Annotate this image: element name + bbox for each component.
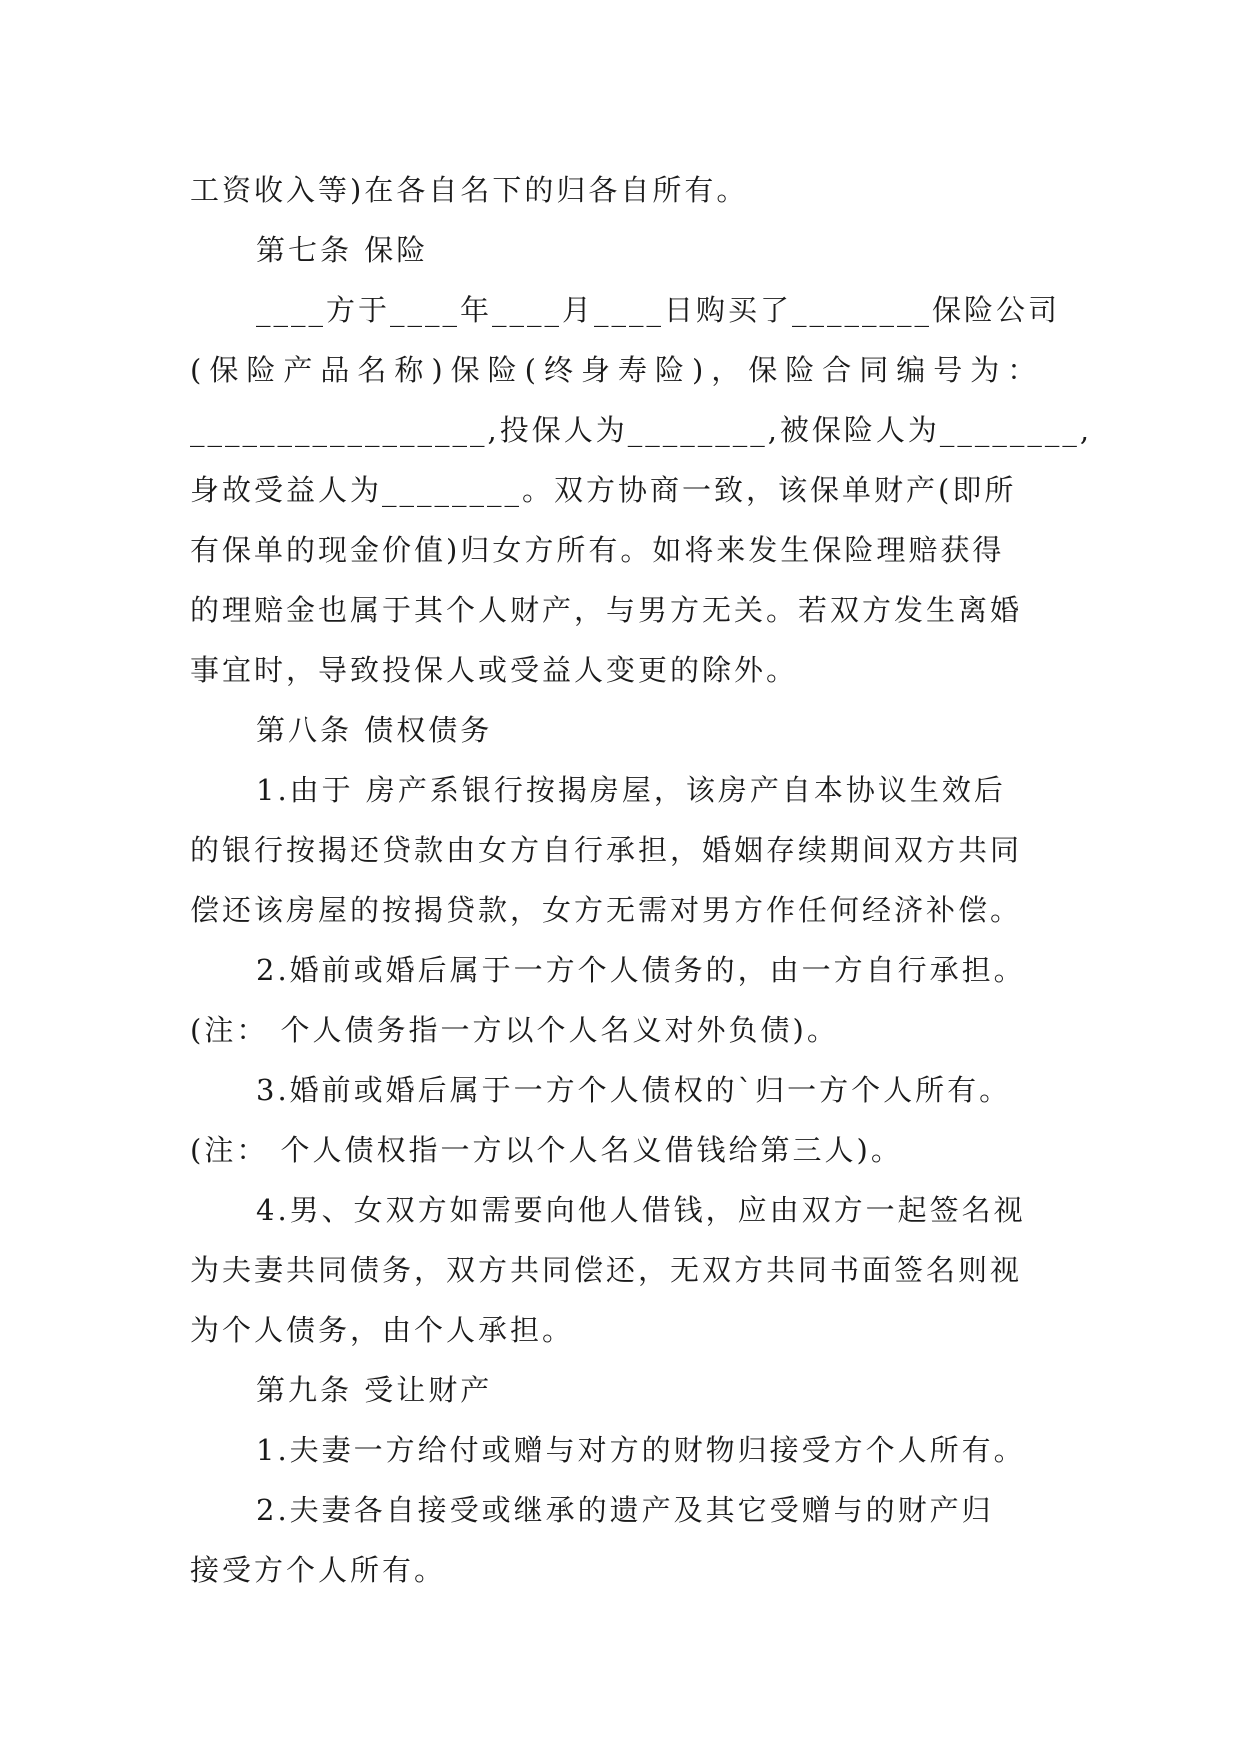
text-line: (注： 个人债务指一方以个人名义对外负债)。 [190,1013,839,1047]
text-line: 的银行按揭还贷款由女方自行承担，婚姻存续期间双方共同 [190,833,1023,867]
text-line: (注： 个人债权指一方以个人名义借钱给第三人)。 [190,1133,903,1167]
text-line: 3.婚前或婚后属于一方个人债权的`归一方个人所有。 [256,1073,1012,1107]
text-line: ____方于____年____月____日购买了________保险公司 [256,293,1061,327]
text-line: 身故受益人为________。双方协商一致，该保单财产(即所 [190,473,1017,507]
text-line: 为夫妻共同债务，双方共同偿还，无双方共同书面签名则视 [190,1253,1023,1287]
text-line: _________________,投保人为________,被保险人为________, [190,413,1093,447]
text-line: 4.男、女双方如需要向他人借钱，应由双方一起签名视 [256,1193,1026,1227]
text-line: 工资收入等)在各自名下的归各自所有。 [190,173,749,207]
text-line: 事宜时，导致投保人或受益人变更的除外。 [190,653,799,687]
text-line: 接受方个人所有。 [190,1553,447,1587]
document-body [190,160,1093,1600]
text-line: 1.由于 房产系银行按揭房屋，该房产自本协议生效后 [256,773,1006,807]
text-line: 偿还该房屋的按揭贷款，女方无需对男方作任何经济补偿。 [190,893,1023,927]
text-line: 的理赔金也属于其个人财产，与男方无关。若双方发生离婚 [190,593,1023,627]
text-line: 2.夫妻各自接受或继承的遗产及其它受赠与的财产归 [256,1493,994,1527]
article-heading: 第七条 保险 [256,233,429,267]
text-line: 有保单的现金价值)归女方所有。如将来发生保险理赔获得 [190,533,1005,567]
text-line: 1.夫妻一方给付或赠与对方的财物归接受方个人所有。 [256,1433,1026,1467]
text-line: (保险产品名称)保险(终身寿险)，保险合同编号为： [190,353,1045,387]
text-line: 2.婚前或婚后属于一方个人债务的，由一方自行承担。 [256,953,1026,987]
article-heading: 第八条 债权债务 [256,713,493,747]
text-line: 为个人债务，由个人承担。 [190,1313,575,1347]
article-heading: 第九条 受让财产 [256,1373,493,1407]
